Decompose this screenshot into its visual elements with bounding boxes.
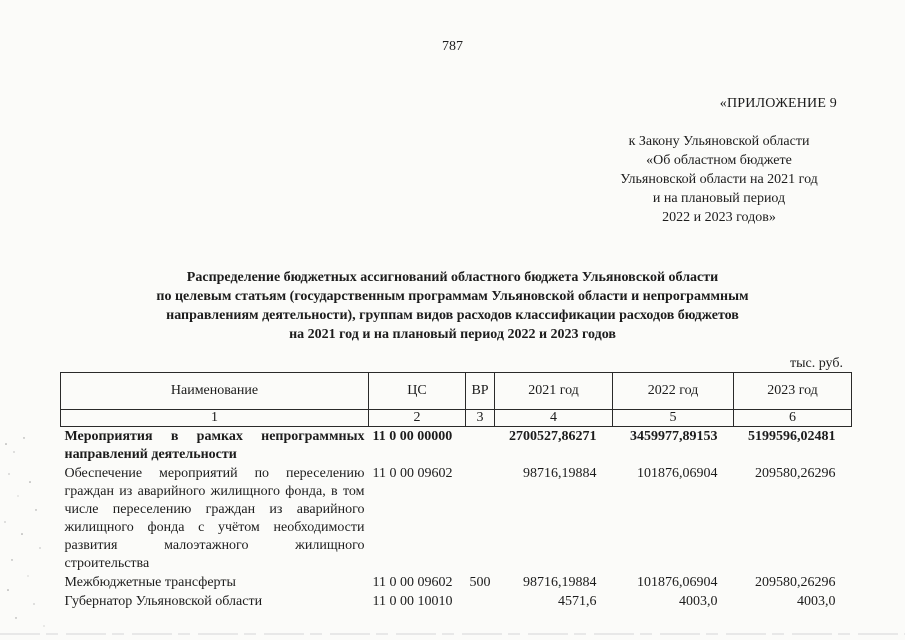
row-vr [466,592,495,611]
header-2021: 2021 год [495,373,613,410]
table-row [61,427,852,465]
row-2023: 5199596,02481 [748,429,836,444]
row-2022: 101876,06904 [637,575,718,590]
column-number: 1 [61,410,369,427]
header-cs: ЦС [369,373,466,410]
row-2021: 98716,19884 [523,466,597,481]
header-vr: ВР [466,373,495,410]
row-2023: 209580,26296 [755,575,836,590]
row-name: Мероприятия в рамках непрограммных направлений деятельности [64,429,365,462]
row-cs: 11 0 00 09602 [372,575,453,590]
title-line: направлениям деятельности), группам видов расходов классификации расходов бюджетов [166,308,739,323]
column-number: 4 [495,410,613,427]
document-title [90,268,815,344]
title-line: на 2021 год и на плановый период 2022 и 2023 годов [289,327,616,342]
column-number: 3 [466,410,495,427]
column-number: 2 [369,410,466,427]
row-name: Межбюджетные трансферты [64,575,236,590]
units-label: тыс. руб. [790,356,843,371]
law-line: и на плановый период [652,191,786,206]
appendix-heading: «ПРИЛОЖЕНИЕ 9 [719,96,837,111]
scan-edge-noise [0,430,50,640]
row-2022: 3459977,89153 [630,429,718,444]
row-cs: 11 0 00 09602 [372,466,453,481]
row-2022: 4003,0 [679,594,718,609]
row-2023: 209580,26296 [755,466,836,481]
row-2022: 101876,06904 [637,466,718,481]
law-line: Ульяновской области на 2021 год [620,172,818,187]
budget-table [60,372,852,611]
row-vr [466,427,495,465]
table-row [61,464,852,573]
table-header-row [61,373,852,410]
row-vr: 500 [469,575,491,590]
law-line: «Об областном бюджете [646,153,792,168]
law-line: к Закону Ульяновской области [628,134,810,149]
row-cs: 11 0 00 10010 [372,594,453,609]
table-row [61,573,852,592]
law-reference [599,132,839,227]
law-line: 2022 и 2023 годов» [662,210,776,225]
column-number: 6 [734,410,852,427]
scan-bottom-edge [0,628,905,640]
row-cs: 11 0 00 00000 [372,429,453,444]
row-2023: 4003,0 [797,594,836,609]
header-name: Наименование [61,373,369,410]
column-number: 5 [613,410,734,427]
row-vr [466,464,495,573]
page-number: 787 [442,39,463,54]
title-line: по целевым статьям (государственным программам Ульяновской области и непрограммным [156,289,749,304]
title-line: Распределение бюджетных ассигнований областного бюджета Ульяновской области [186,270,719,285]
row-2021: 4571,6 [558,594,597,609]
row-2021: 98716,19884 [523,575,597,590]
header-2022: 2022 год [613,373,734,410]
column-number-row [61,410,852,427]
row-2021: 2700527,86271 [509,429,597,444]
row-name: Обеспечение мероприятий по переселению граждан из аварийного жилищного фонда, в том числе переселению граждан из аварийного жилищного фонда с учётом необходимости развития малоэтажного жилищного строительства [64,466,365,571]
table-row [61,592,852,611]
row-name: Губернатор Ульяновской области [64,594,263,609]
header-2023: 2023 год [734,373,852,410]
